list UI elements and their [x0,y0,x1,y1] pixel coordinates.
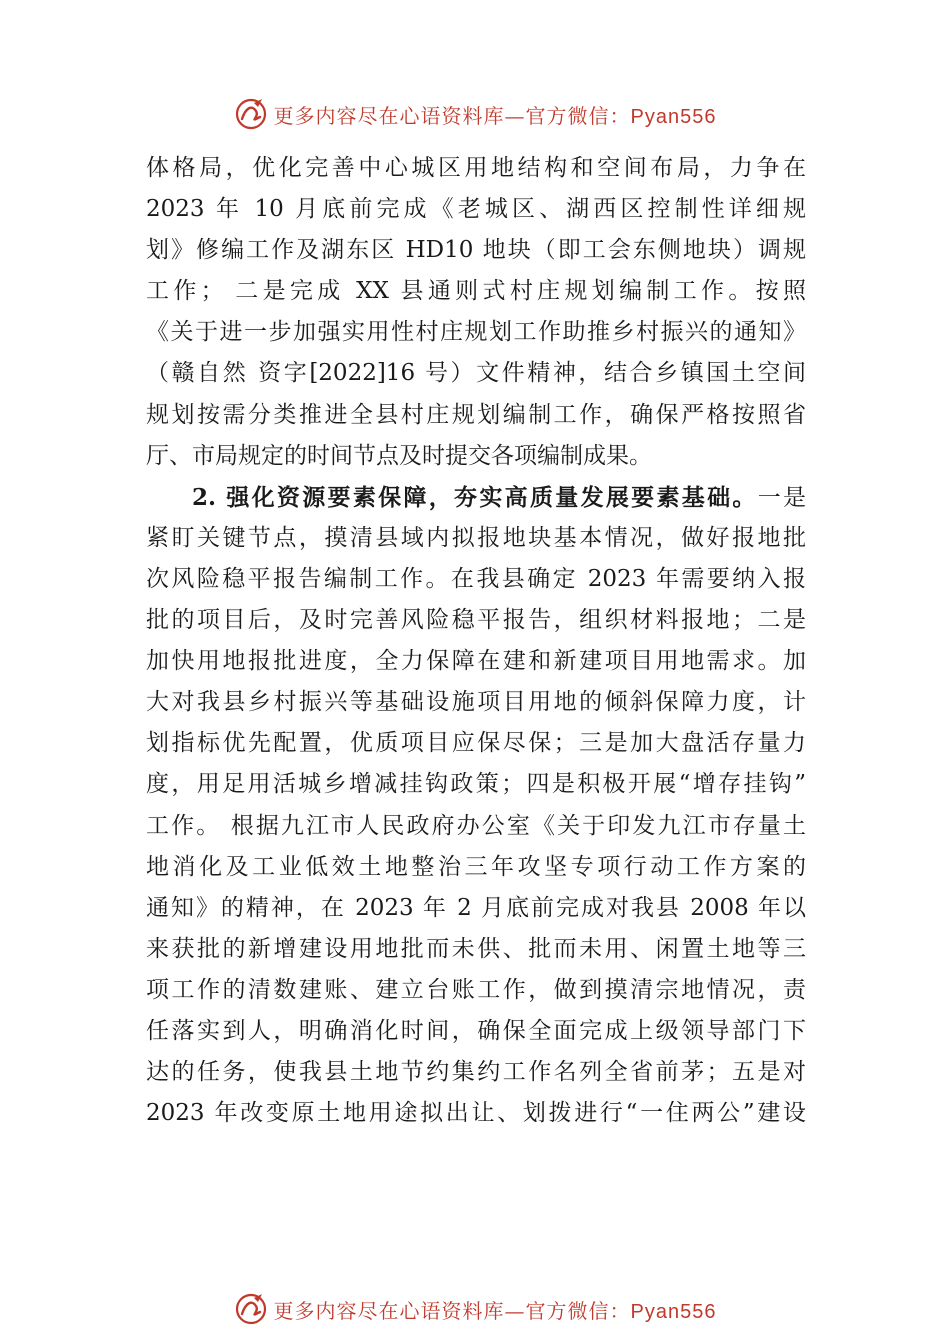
body-line: （赣自然 资字[2022]16 号）文件精神，结合乡镇国土空间 [146,360,806,387]
body-line: 大对我县乡村振兴等基础设施项目用地的倾斜保障力度，计 [146,689,806,716]
body-line: 厅、市局规定的时间节点及时提交各项编制成果。 [146,442,652,469]
body-line: 划指标优先配置，优质项目应保尽保；三是加大盘活存量力 [146,730,806,757]
body-line: 度，用足用活城乡增减挂钩政策；四是积极开展“增存挂钩” [146,771,806,798]
body-line: 2023 年 10 月底前完成《老城区、湖西区控制性详细规 [146,196,806,223]
footer-banner [0,1289,950,1329]
body-line: 达的任务，使我县土地节约集约工作名列全省前茅；五是对 [146,1059,806,1086]
body-line: 划》修编工作及湖东区 HD10 地块（即工会东侧地块）调规 [146,237,806,264]
body-line: 加快用地报批进度，全力保障在建和新建项目用地需求。加 [146,648,806,675]
banner-text: 更多内容尽在心语资料库—官方微信：Pyan556 [273,1298,717,1323]
section-heading-line [146,477,806,518]
body-line: 批的项目后，及时完善风险稳平报告，组织材料报地；二是 [146,607,806,634]
body-line: 紧盯关键节点，摸清县域内拟报地块基本情况，做好报地批 [146,524,806,551]
wechat-id: Pyan556 [630,105,717,128]
signature-seal-icon [234,1292,268,1326]
body-line: 次风险稳平报告编制工作。在我县确定 2023 年需要纳入报 [146,565,806,592]
body-line: 通知》的精神，在 2023 年 2 月底前完成对我县 2008 年以 [146,894,806,921]
body-line: 项工作的清数建账、建立台账工作，做到摸清宗地情况，责 [146,976,806,1003]
body-line: 规划按需分类推进全县村庄规划编制工作，确保严格按照省 [146,401,806,428]
section-heading: 2. 强化资源要素保障，夯实高质量发展要素基础。 [192,483,758,511]
body-line: 来获批的新增建设用地批而未供、批而未用、闲置土地等三 [146,935,806,962]
body-line: 《关于进一步加强实用性村庄规划工作助推乡村振兴的通知》 [146,319,806,346]
body-line: 工作。 根据九江市人民政府办公室《关于印发九江市存量土 [146,812,806,839]
banner-text: 更多内容尽在心语资料库—官方微信：Pyan556 [273,103,717,128]
document-body [146,148,806,1134]
body-line: 体格局，优化完善中心城区用地结构和空间布局，力争在 [146,155,806,181]
body-line: 工作； 二是完成 XX 县通则式村庄规划编制工作。按照 [146,278,806,305]
section-heading-tail: 一是 [757,484,806,511]
header-banner [0,94,950,134]
body-line: 2023 年改变原土地用途拟出让、划拨进行“一住两公”建设 [146,1100,806,1127]
body-line: 任落实到人，明确消化时间，确保全面完成上级领导部门下 [146,1017,806,1044]
signature-seal-icon [234,97,268,131]
body-line: 地消化及工业低效土地整治三年攻坚专项行动工作方案的 [146,853,806,880]
wechat-id: Pyan556 [630,1300,717,1323]
